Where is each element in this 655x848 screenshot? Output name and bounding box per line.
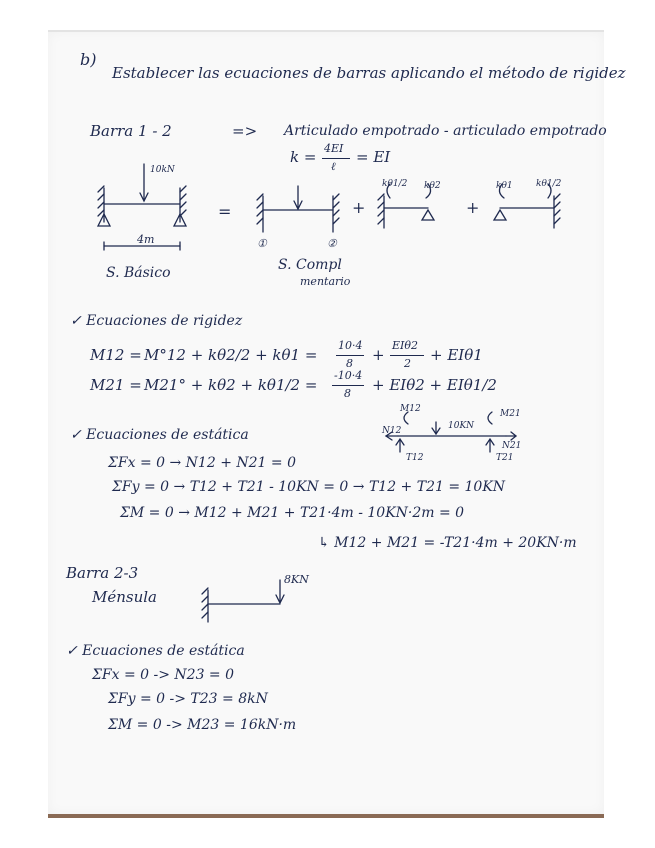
barra12-description: Articulado empotrado - articulado empotrado [284,123,607,139]
eq1-lhs: M12 = [90,346,142,364]
moment-label-2: kθ2 [424,181,441,191]
estatica1-eq-m: ΣM = 0 → M12 + M21 + T21·4m - 10KN·2m = 0 [120,505,465,521]
eq2-frac1-den: 8 [344,387,351,400]
node-2-label: ② [327,237,337,250]
fbd-m12: M12 [400,404,421,414]
eq2-frac1-num: -10·4 [334,369,363,382]
complement-label-line2: mentario [300,275,351,288]
fbd-n12: N12 [382,426,402,436]
span-label: 4m [137,233,155,246]
eq2-mid: M21° + kθ2 + kθ1/2 = [144,376,318,394]
part-label: b) [80,50,97,69]
fbd-t21: T21 [496,453,514,463]
estatica1-eq-fy: ΣFy = 0 → T12 + T21 - 10KN = 0 → T12 + T21 = 10KN [112,479,506,495]
estatica2-title: ✓ Ecuaciones de estática [66,643,245,659]
stiffness-rhs: = EI [356,148,391,166]
barra23-load: 8KN [284,573,309,586]
eq1-frac2-num: EIθ2 [392,339,418,352]
eq1-mid: M°12 + kθ2/2 + kθ1 = [144,346,318,364]
plus-sign-1: + [352,198,366,217]
barra23-title: Barra 2-3 [66,564,139,582]
fbd-load: 10KN [448,421,475,431]
moment-label-1: kθ1/2 [382,179,408,189]
eq2-lhs: M21 = [90,376,142,394]
estatica2-eq-m: ΣM = 0 -> M23 = 16kN·m [108,717,297,733]
moment-label-3: kθ1 [496,181,513,191]
stiffness-denominator: ℓ [331,160,336,173]
complement-label-line1: S. Compl [278,257,342,273]
basic-system-label: S. Básico [106,265,171,281]
fbd-t12: T12 [406,453,424,463]
barra12-title: Barra 1 - 2 [90,122,172,140]
node-1-label: ① [257,237,267,250]
barra12-arrow: => [232,122,258,140]
eq2-tail: + EIθ2 + EIθ1/2 [372,376,497,394]
stiffness-numerator: 4EI [324,142,344,155]
estatica2-eq-fx: ΣFx = 0 -> N23 = 0 [92,667,235,683]
plus-sign-2: + [466,198,480,217]
eq1-frac1-den: 8 [346,357,353,370]
moment-label-4: kθ1/2 [536,179,562,189]
barra23-subtitle: Ménsula [92,588,157,606]
eq1-tail: + EIθ1 [430,346,483,364]
eq1-frac2-den: 2 [404,357,411,370]
equals-sign: = [218,202,232,221]
page-heading: Establecer las ecuaciones de barras aplicando el método de rigidez [112,64,626,82]
estatica1-title: ✓ Ecuaciones de estática [70,427,249,443]
rigidez-title: ✓ Ecuaciones de rigidez [70,313,243,329]
estatica1-eq-fx: ΣFx = 0 → N12 + N21 = 0 [108,455,296,471]
eq1-frac1-num: 10·4 [338,339,363,352]
eq1-plus: + [372,346,385,364]
fbd-m21: M21 [500,409,521,419]
stiffness-lhs: k = [290,148,317,166]
estatica1-result: ↳ M12 + M21 = -T21·4m + 20KN·m [318,535,577,551]
fbd-n21: N21 [502,441,522,451]
basic-load-label: 10kN [150,165,175,175]
estatica2-eq-fy: ΣFy = 0 -> T23 = 8kN [108,691,268,707]
